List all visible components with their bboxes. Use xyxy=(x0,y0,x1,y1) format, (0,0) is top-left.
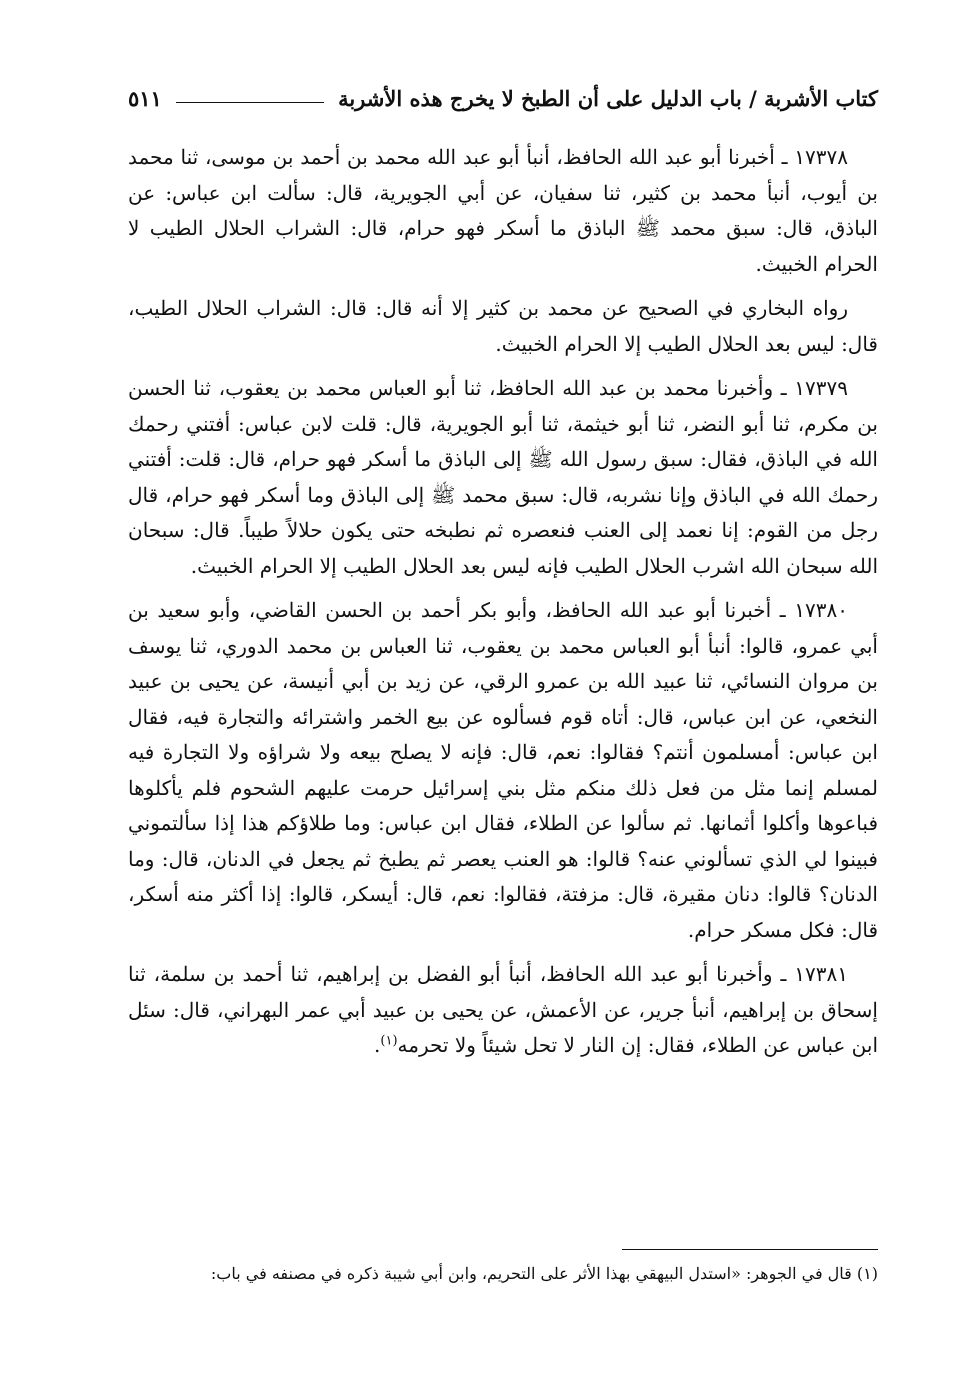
footnote: (١) قال في الجوهر: «استدل البيهقي بهذا الأثر على التحريم، وابن أبي شيبة ذكره في مصنفه في باب: xyxy=(210,1264,878,1283)
commentary-paragraph: رواه البخاري في الصحيح عن محمد بن كثير إلا أنه قال: قال: الشراب الحلال الطيب، قال: ليس بعد الحلال الطيب إلا الحرام الخبيث. xyxy=(128,296,878,356)
footnote-separator xyxy=(622,1249,878,1250)
hadith-paragraph: ١٧٣٧٩ ـ وأخبرنا محمد بن عبد الله الحافظ، ثنا أبو العباس محمد بن يعقوب، ثنا الحسن بن مكرم، ثنا أبو النضر، ثنا أبو خيثمة، ثنا أبو الجويرية، قال: قلت لابن عباس: أفتني رحمك الله في الباذق، فقال: سبق رسول الله ﷺ إلى الباذق ما أسكر فهو حرام، قال: قلت: أفتني رحمك الله في الباذق وإنا نشربه، قال: سبق محمد ﷺ إلى الباذق وما أسكر فهو حرام، قال رجل من القوم: إنا نعمد إلى العنب فنعصره ثم نطبخه حتى يكون حلالاً طيباً. قال: سبحان الله سبحان الله اشرب الحلال الطيب فإنه ليس بعد الحلال الطيب إلا الحرام الخبيث. xyxy=(128,376,878,578)
paragraph-end: . xyxy=(374,1033,381,1057)
footnote-reference[interactable]: (١) xyxy=(380,1033,398,1049)
hadith-paragraph xyxy=(128,957,878,1064)
hadith-paragraph: ١٧٣٨٠ ـ أخبرنا أبو عبد الله الحافظ، وأبو بكر أحمد بن الحسن القاضي، وأبو سعيد بن أبي عمرو، قالوا: أنبأ أبو العباس محمد بن يعقوب، ثنا العباس بن محمد الدوري، ثنا يوسف بن مروان النسائي، ثنا عبيد الله بن عمرو الرقي، عن زيد بن أبي أنيسة، عن يحيى بن عبيد النخعي، عن ابن عباس، قال: أتاه قوم فسألوه عن بيع الخمر واشترائه والتجارة فيه، فقال ابن عباس: أمسلمون أنتم؟ فقالوا: نعم، قال: فإنه لا يصلح بيعه ولا شراؤه ولا التجارة فيه لمسلم إنما مثل من فعل ذلك منكم مثل بني إسرائيل حرمت عليهم الشحوم فلم يأكلوها فباعوها وأكلوا أثمانها. ثم سألوا عن الطلاء، فقال ابن عباس: وما طلاؤكم هذا إذا سألتموني فبينوا لي الذي تسألوني عنه؟ قالوا: هو العنب يعصر ثم يطبخ ثم يجعل في الدنان، قال: وما الدنان؟ قالوا: دنان مقيرة، قال: مزفتة، فقالوا: نعم، قال: أيسكر، قالوا: إذا أكثر منه أسكر، قال: فكل مسكر حرام. xyxy=(128,598,879,942)
page-number: ٥١١ xyxy=(128,85,162,111)
header-title: كتاب الأشربة / باب الدليل على أن الطبخ لا يخرج هذه الأشربة xyxy=(338,85,878,111)
hadith-paragraph: ١٧٣٧٨ ـ أخبرنا أبو عبد الله الحافظ، أنبأ أبو عبد الله محمد بن أحمد بن موسى، ثنا محمد بن أيوب، أنبأ محمد بن كثير، ثنا سفيان، عن أبي الجويرية، قال: سألت ابن عباس: عن الباذق، قال: سبق محمد ﷺ الباذق ما أسكر فهو حرام، قال: الشراب الحلال الطيب لا الحرام الخبيث. xyxy=(128,145,878,276)
paragraph-text: ١٧٣٨١ ـ وأخبرنا أبو عبد الله الحافظ، أنبأ أبو الفضل بن إبراهيم، ثنا أحمد بن سلمة، ثنا إسحاق بن إبراهيم، أنبأ جرير، عن الأعمش، عن يحيى بن عبيد أبي عمر البهراني، قال: سئل ابن عباس عن الطلاء، فقال: إن النار لا تحل شيئاً ولا تحرمه xyxy=(128,962,878,1057)
running-header xyxy=(128,80,878,116)
header-rule xyxy=(176,102,324,103)
main-text xyxy=(128,140,878,1073)
